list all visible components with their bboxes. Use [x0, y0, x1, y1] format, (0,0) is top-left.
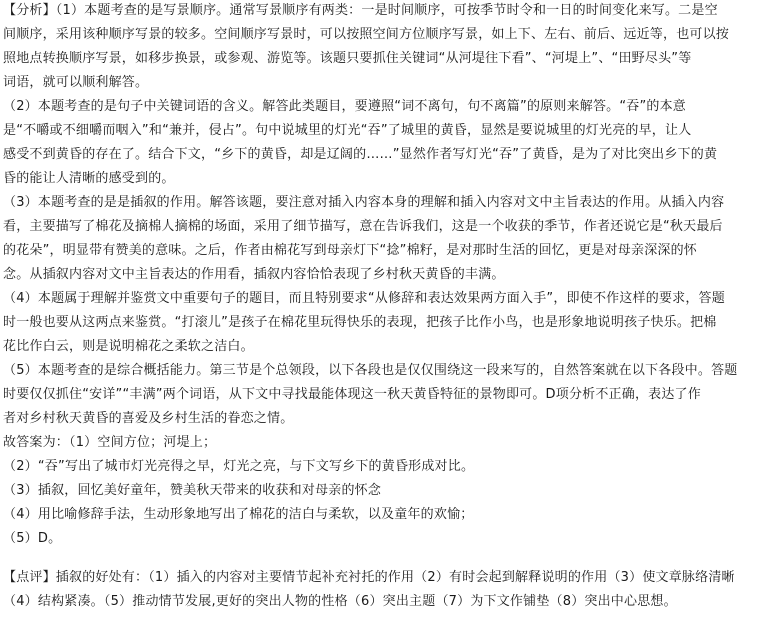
analysis-line: 者对乡村秋天黄昏的喜爱及乡村生活的眷恋之情。 [3, 411, 294, 426]
analysis-line: 时要仅仅抓住“安详”“丰满”两个词语，从下文中寻找最能体现这一秋天黄昏特征的景物即可。D项分析不正确，表达了作 [3, 387, 701, 402]
analysis-line: 时一般也要从这两点来鉴赏。“打滚儿”是孩子在棉花里玩得快乐的表现，把孩子比作小鸟，也是形象地说明孩子快乐。把棉 [3, 315, 717, 330]
analysis-line: （5）本题考查的是综合概括能力。第三节是个总领段，以下各段也是仅仅围绕这一段来写的，自然答案就在以下各段中。答题 [3, 363, 738, 378]
analysis-line: （3）本题考查的是是插叙的作用。解答该题，要注意对插入内容本身的理解和插入内容对文中主旨表达的作用。从插入内容 [3, 195, 725, 210]
analysis-line: 感受不到黄昏的存在了。结合下文，“乡下的黄昏，却是辽阔的……”显然作者写灯光“吞”了黄昏，是为了对比突出乡下的黄 [3, 147, 718, 162]
comment-line: 【点评】插叙的好处有：（1）插入的内容对主要情节起补充衬托的作用（2）有时会起到解释说明的作用（3）使文章脉络清晰 [3, 570, 735, 585]
analysis-line: 看，主要描写了棉花及摘棉人摘棉的场面，采用了细节描写，意在告诉我们，这是一个收获的季节，作者还说它是“秋天最后 [3, 219, 723, 234]
analysis-line: 念。从插叙内容对文中主旨表达的作用看，插叙内容恰恰表现了乡村秋天黄昏的丰满。 [3, 267, 505, 282]
comment-line: （4）结构紧凑。（5）推动情节发展,更好的突出人物的性格（6）突出主题（7）为下文作铺垫（8）突出中心思想。 [3, 594, 677, 609]
analysis-line: （2）本题考查的是句子中关键词语的含义。解答此类题目，要遵照“词不离句，句不离篇”的原则来解答。“吞”的本意 [3, 99, 687, 114]
analysis-line: 【分析】（1）本题考查的是写景顺序。通常写景顺序有两类：一是时间顺序，可按季节时令和一日的时间变化来写。二是空 [3, 3, 718, 18]
analysis-line: 照地点转换顺序写景，如移步换景，或参观、游览等。该题只要抓住关键词“从河堤往下看”、“河堤上”、“田野尽头”等 [3, 51, 692, 66]
analysis-line: 间顺序，采用该种顺序写景的较多。空间顺序写景时，可以按照空间方位顺序写景，如上下、左右、前后、远近等，也可以按 [3, 27, 730, 42]
analysis-line: 昏的能让人清晰的感受到的。 [3, 171, 175, 186]
answer-line: （4）用比喻修辞手法，生动形象地写出了棉花的洁白与柔软，以及童年的欢愉； [3, 507, 474, 522]
analysis-line: 是“不嚼或不细嚼而咽入”和“兼并，侵占”。句中说城里的灯光“吞”了城里的黄昏，显然是要说城里的灯光亮的早，让人 [3, 123, 692, 138]
answer-line: （5）D。 [3, 531, 62, 546]
answer-line: （2）“吞”写出了城市灯光亮得之早，灯光之亮，与下文写乡下的黄昏形成对比。 [3, 459, 475, 474]
answer-line: （3）插叙，回忆美好童年，赞美秋天带来的收获和对母亲的怀念 [3, 483, 382, 498]
analysis-line: 的花朵”，明显带有赞美的意味。之后，作者由棉花写到母亲灯下“捻”棉籽，是对那时生活的回忆，更是对母亲深深的怀 [3, 243, 698, 258]
analysis-line: 花比作白云，则是说明棉花之柔软之洁白。 [3, 339, 254, 354]
answer-line: 故答案为：（1）空间方位；河堤上； [3, 435, 217, 450]
analysis-line: （4）本题属于理解并鉴赏文中重要句子的题目，而且特别要求“从修辞和表达效果两方面入手”，即使不作这样的要求，答题 [3, 291, 725, 306]
analysis-line: 词语，就可以顺利解答。 [3, 75, 149, 90]
